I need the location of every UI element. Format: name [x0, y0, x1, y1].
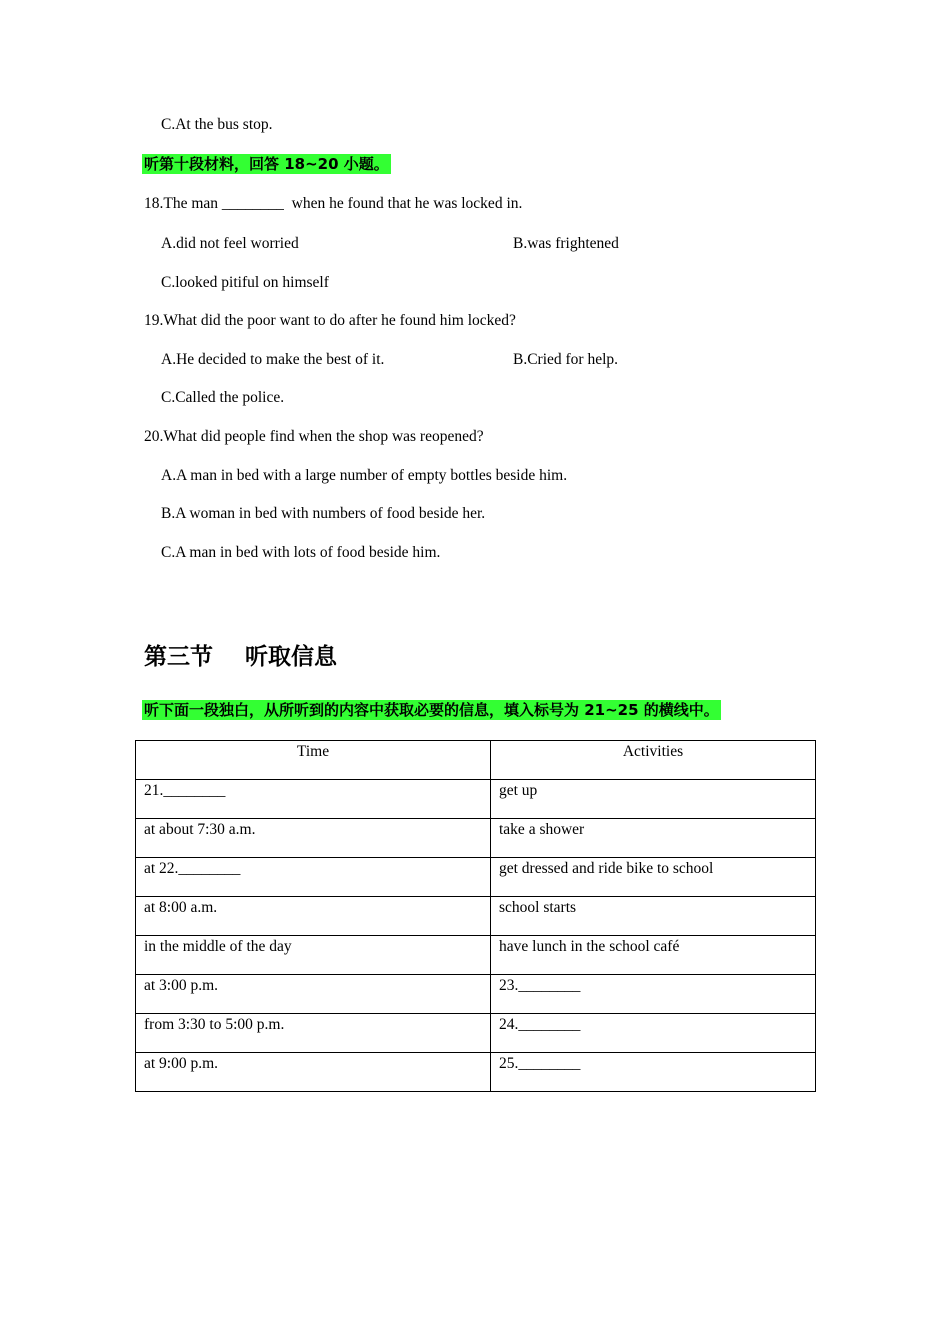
table-header-row	[136, 741, 816, 780]
table-row	[136, 819, 816, 858]
time-cell: at 9:00 p.m.	[136, 1053, 491, 1092]
q18-option-b: B.was frightened	[513, 235, 619, 252]
q18-stem: 18.The man ________ when he found that he was locked in.	[144, 195, 523, 212]
header-activities: Activities	[491, 741, 816, 780]
q19-option-b: B.Cried for help.	[513, 351, 619, 368]
q19-option-a: A.He decided to make the best of it.	[161, 351, 385, 368]
table-row	[136, 936, 816, 975]
table-row	[136, 897, 816, 936]
time-cell: at about 7:30 a.m.	[136, 819, 491, 858]
section-three-instruction	[142, 700, 721, 720]
q17-option-c: C.At the bus stop.	[161, 116, 273, 133]
q18-option-a: A.did not feel worried	[161, 235, 299, 252]
time-cell: at 22.________	[136, 858, 491, 897]
time-cell: 21.________	[136, 780, 491, 819]
section-ten-instruction	[142, 154, 391, 174]
q19-option-c: C.Called the police.	[161, 389, 285, 406]
q20-option-b: B.A woman in bed with numbers of food beside her.	[161, 505, 486, 522]
activity-cell: get up	[491, 780, 816, 819]
time-cell: at 3:00 p.m.	[136, 975, 491, 1014]
table-row	[136, 1014, 816, 1053]
section-ten-instruction-range: 18~20	[284, 155, 339, 173]
table-row	[136, 975, 816, 1014]
schedule-table	[135, 740, 816, 1092]
table-row	[136, 1053, 816, 1092]
section-three-title: 第三节 听取信息	[144, 644, 338, 670]
q19-stem: 19.What did the poor want to do after he found him locked?	[144, 312, 516, 329]
activity-cell: have lunch in the school café	[491, 936, 816, 975]
activity-cell: 25.________	[491, 1053, 816, 1092]
section-three-instruction-range: 21~25	[584, 701, 639, 719]
activity-cell: school starts	[491, 897, 816, 936]
section-three-instruction-suffix: 的横线中。	[638, 701, 719, 719]
time-cell: in the middle of the day	[136, 936, 491, 975]
q20-option-c: C.A man in bed with lots of food beside him.	[161, 544, 441, 561]
q18-option-c: C.looked pitiful on himself	[161, 274, 329, 291]
activity-cell: get dressed and ride bike to school	[491, 858, 816, 897]
section-ten-instruction-suffix: 小题。	[338, 155, 389, 173]
activity-cell: take a shower	[491, 819, 816, 858]
q20-stem: 20.What did people find when the shop was reopened?	[144, 428, 484, 445]
table-row	[136, 780, 816, 819]
table-row	[136, 858, 816, 897]
section-ten-instruction-prefix: 听第十段材料，回答	[144, 155, 285, 173]
activity-cell: 23.________	[491, 975, 816, 1014]
section-three-instruction-prefix: 听下面一段独白，从所听到的内容中获取必要的信息，填入标号为	[144, 701, 585, 719]
time-cell: at 8:00 a.m.	[136, 897, 491, 936]
header-time: Time	[136, 741, 491, 780]
activity-cell: 24.________	[491, 1014, 816, 1053]
time-cell: from 3:30 to 5:00 p.m.	[136, 1014, 491, 1053]
q20-option-a: A.A man in bed with a large number of empty bottles beside him.	[161, 467, 568, 484]
